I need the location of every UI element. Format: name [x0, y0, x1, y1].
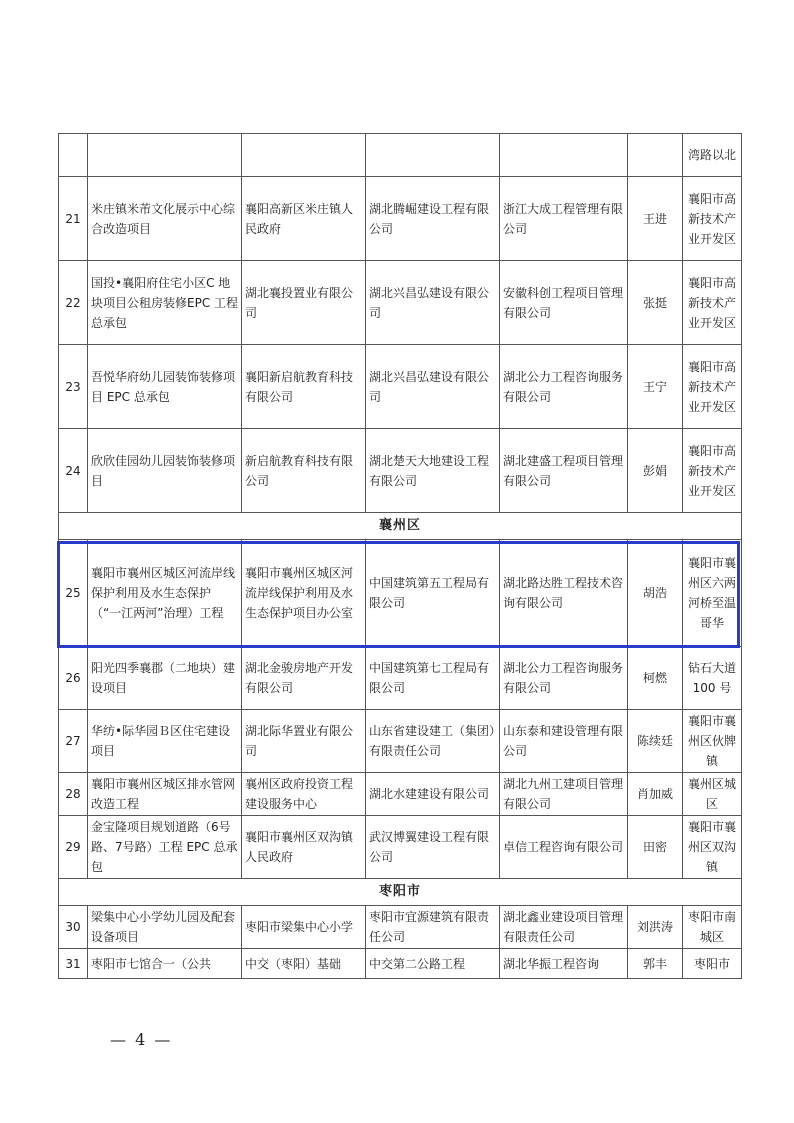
construction-unit: 中交第二公路工程 — [366, 949, 500, 979]
owner-unit — [242, 134, 366, 177]
responsible-person: 王宁 — [628, 345, 683, 429]
supervision-unit: 湖北公力工程咨询服务有限公司 — [500, 345, 628, 429]
responsible-person: 胡浩 — [628, 540, 683, 647]
construction-unit: 武汉博翼建设工程有限公司 — [366, 816, 500, 879]
supervision-unit: 湖北路达胜工程技术咨询有限公司 — [500, 540, 628, 647]
section-title-zaoyang: 枣阳市 — [59, 879, 742, 906]
construction-unit — [366, 134, 500, 177]
table-row — [59, 647, 742, 710]
owner-unit: 新启航教育科技有限公司 — [242, 429, 366, 513]
row-number: 21 — [59, 177, 88, 261]
table-row — [59, 540, 742, 647]
owner-unit: 湖北襄投置业有限公司 — [242, 261, 366, 345]
project-location: 襄阳市襄州区双沟镇 — [683, 816, 742, 879]
supervision-unit: 湖北九州工建项目管理有限公司 — [500, 773, 628, 816]
supervision-unit: 湖北华振工程咨询 — [500, 949, 628, 979]
table-row — [59, 773, 742, 816]
project-location: 枣阳市 — [683, 949, 742, 979]
project-location: 襄阳市襄州区六两河桥至温哥华 — [683, 540, 742, 647]
project-name: 襄阳市襄州区城区排水管网改造工程 — [88, 773, 242, 816]
supervision-unit: 安徽科创工程项目管理有限公司 — [500, 261, 628, 345]
project-location: 襄州区城区 — [683, 773, 742, 816]
project-location: 钻石大道 100 号 — [683, 647, 742, 710]
section-header-row — [59, 879, 742, 906]
row-number: 30 — [59, 906, 88, 949]
table-row — [59, 949, 742, 979]
project-name: 枣阳市七馆合一（公共 — [88, 949, 242, 979]
construction-unit: 湖北楚天大地建设工程有限公司 — [366, 429, 500, 513]
table-row — [59, 429, 742, 513]
supervision-unit: 浙江大成工程管理有限公司 — [500, 177, 628, 261]
project-table — [58, 133, 742, 979]
table-row — [59, 816, 742, 879]
row-number: 23 — [59, 345, 88, 429]
project-name: 国投•襄阳府住宅小区C 地块项目公租房装修EPC 工程总承包 — [88, 261, 242, 345]
construction-unit: 中国建筑第五工程局有限公司 — [366, 540, 500, 647]
table-row — [59, 134, 742, 177]
project-name: 梁集中心小学幼儿园及配套设备项目 — [88, 906, 242, 949]
table-row — [59, 710, 742, 773]
project-name: 欣欣佳园幼儿园装饰装修项目 — [88, 429, 242, 513]
row-number — [59, 134, 88, 177]
supervision-unit: 湖北鑫业建设项目管理有限责任公司 — [500, 906, 628, 949]
owner-unit: 襄阳市襄州区城区河流岸线保护利用及水生态保护项目办公室 — [242, 540, 366, 647]
supervision-unit: 卓信工程咨询有限公司 — [500, 816, 628, 879]
table-row — [59, 345, 742, 429]
table-row — [59, 261, 742, 345]
responsible-person: 王进 — [628, 177, 683, 261]
owner-unit: 中交（枣阳）基础 — [242, 949, 366, 979]
responsible-person: 刘洪涛 — [628, 906, 683, 949]
project-name: 阳光四季襄郡（二地块）建设项目 — [88, 647, 242, 710]
table-row — [59, 906, 742, 949]
construction-unit: 中国建筑第七工程局有限公司 — [366, 647, 500, 710]
project-location: 襄阳市高新技术产业开发区 — [683, 261, 742, 345]
responsible-person: 陈续廷 — [628, 710, 683, 773]
project-name: 襄阳市襄州区城区河流岸线保护利用及水生态保护（“一江两河”治理）工程 — [88, 540, 242, 647]
row-number: 29 — [59, 816, 88, 879]
table-row — [59, 177, 742, 261]
construction-unit: 湖北水建建设有限公司 — [366, 773, 500, 816]
row-number: 28 — [59, 773, 88, 816]
owner-unit: 湖北际华置业有限公司 — [242, 710, 366, 773]
project-location: 枣阳市南城区 — [683, 906, 742, 949]
supervision-unit: 湖北建盛工程项目管理有限公司 — [500, 429, 628, 513]
owner-unit: 枣阳市梁集中心小学 — [242, 906, 366, 949]
construction-unit: 山东省建设建工（集团）有限责任公司 — [366, 710, 500, 773]
construction-unit: 湖北兴昌弘建设有限公司 — [366, 261, 500, 345]
supervision-unit — [500, 134, 628, 177]
row-number: 22 — [59, 261, 88, 345]
responsible-person: 彭娟 — [628, 429, 683, 513]
responsible-person: 张挺 — [628, 261, 683, 345]
row-number: 25 — [59, 540, 88, 647]
construction-unit: 湖北兴昌弘建设有限公司 — [366, 345, 500, 429]
owner-unit: 襄阳市襄州区双沟镇人民政府 — [242, 816, 366, 879]
project-location: 襄阳市高新技术产业开发区 — [683, 345, 742, 429]
owner-unit: 襄阳高新区米庄镇人民政府 — [242, 177, 366, 261]
project-name: 华纺•际华园Ｂ区住宅建设项目 — [88, 710, 242, 773]
row-number: 27 — [59, 710, 88, 773]
owner-unit: 湖北金骏房地产开发有限公司 — [242, 647, 366, 710]
owner-unit: 襄州区政府投资工程建设服务中心 — [242, 773, 366, 816]
page-number: — 4 — — [110, 1030, 173, 1049]
responsible-person — [628, 134, 683, 177]
project-location: 襄阳市高新技术产业开发区 — [683, 429, 742, 513]
project-name: 吾悦华府幼儿园装饰装修项目 EPC 总承包 — [88, 345, 242, 429]
project-name — [88, 134, 242, 177]
project-location: 湾路以北 — [683, 134, 742, 177]
project-name: 米庄镇米芾文化展示中心综合改造项目 — [88, 177, 242, 261]
supervision-unit: 山东泰和建设管理有限公司 — [500, 710, 628, 773]
responsible-person: 田密 — [628, 816, 683, 879]
responsible-person: 郭丰 — [628, 949, 683, 979]
project-location: 襄阳市高新技术产业开发区 — [683, 177, 742, 261]
row-number: 26 — [59, 647, 88, 710]
project-name: 金宝隆项目规划道路（6号路、7号路）工程 EPC 总承包 — [88, 816, 242, 879]
construction-unit: 枣阳市宜源建筑有限责任公司 — [366, 906, 500, 949]
supervision-unit: 湖北公力工程咨询服务有限公司 — [500, 647, 628, 710]
project-location: 襄阳市襄州区伙牌镇 — [683, 710, 742, 773]
construction-unit: 湖北腾崛建设工程有限公司 — [366, 177, 500, 261]
section-title-xiangzhou: 襄州区 — [59, 513, 742, 540]
responsible-person: 肖加威 — [628, 773, 683, 816]
owner-unit: 襄阳新启航教育科技有限公司 — [242, 345, 366, 429]
responsible-person: 柯燃 — [628, 647, 683, 710]
row-number: 31 — [59, 949, 88, 979]
section-header-row — [59, 513, 742, 540]
row-number: 24 — [59, 429, 88, 513]
